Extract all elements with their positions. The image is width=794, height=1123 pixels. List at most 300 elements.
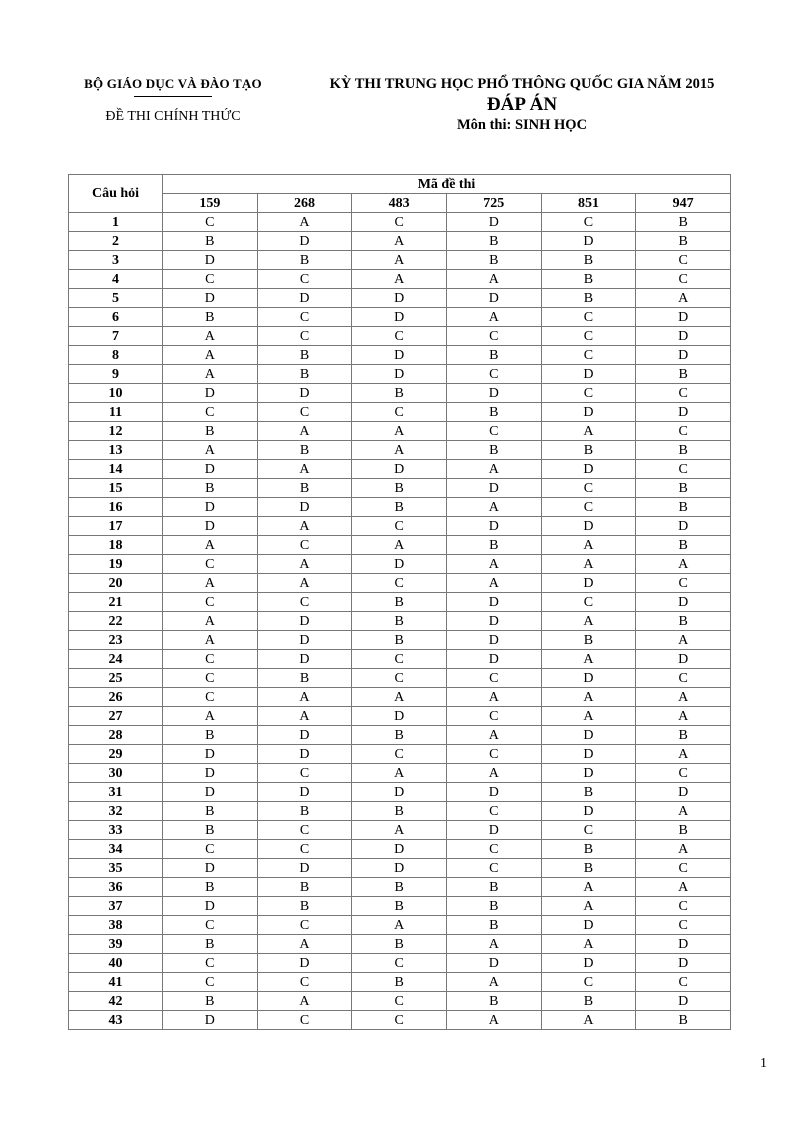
answer-cell: A <box>446 726 541 745</box>
answer-cell: D <box>163 745 258 764</box>
answer-cell: C <box>636 764 731 783</box>
answer-cell: D <box>541 574 636 593</box>
question-number: 13 <box>69 441 163 460</box>
official-exam-label: ĐỀ THI CHÍNH THỨC <box>105 109 241 124</box>
answer-cell: B <box>352 935 447 954</box>
answer-cell: D <box>636 517 731 536</box>
answer-cell: C <box>352 669 447 688</box>
answer-cell: B <box>446 916 541 935</box>
answer-cell: B <box>541 441 636 460</box>
answer-cell: C <box>446 859 541 878</box>
issuer-block <box>68 76 278 125</box>
answer-cell: B <box>257 251 352 270</box>
subject-label: Môn thi: SINH HỌC <box>456 117 588 133</box>
answer-cell: B <box>446 878 541 897</box>
answer-cell: A <box>636 802 731 821</box>
answer-cell: A <box>257 517 352 536</box>
answer-cell: A <box>541 1011 636 1030</box>
exam-title: KỲ THI TRUNG HỌC PHỔ THÔNG QUỐC GIA NĂM 2015 <box>329 76 715 92</box>
answer-cell: C <box>541 479 636 498</box>
question-number: 12 <box>69 422 163 441</box>
answer-cell: B <box>636 821 731 840</box>
answer-cell: D <box>541 365 636 384</box>
answer-cell: D <box>352 308 447 327</box>
table-row <box>69 555 731 574</box>
answer-cell: D <box>257 954 352 973</box>
answer-cell: A <box>446 555 541 574</box>
answer-cell: C <box>163 916 258 935</box>
answer-cell: C <box>636 422 731 441</box>
question-number: 27 <box>69 707 163 726</box>
answer-cell: D <box>541 232 636 251</box>
answer-cell: A <box>446 460 541 479</box>
table-row <box>69 878 731 897</box>
answer-cell: A <box>163 574 258 593</box>
answer-cell: B <box>352 498 447 517</box>
answer-cell: A <box>541 707 636 726</box>
answer-cell: D <box>446 384 541 403</box>
answer-cell: A <box>352 251 447 270</box>
answer-cell: D <box>257 289 352 308</box>
answer-cell: A <box>541 422 636 441</box>
answer-cell: D <box>257 726 352 745</box>
table-row <box>69 498 731 517</box>
question-number: 3 <box>69 251 163 270</box>
answer-cell: B <box>636 726 731 745</box>
answer-cell: B <box>257 802 352 821</box>
answer-cell: B <box>352 973 447 992</box>
answer-cell: A <box>636 289 731 308</box>
answer-cell: A <box>541 612 636 631</box>
table-row <box>69 289 731 308</box>
answer-cell: C <box>541 384 636 403</box>
answer-cell: C <box>636 669 731 688</box>
answer-cell: C <box>446 327 541 346</box>
question-number: 24 <box>69 650 163 669</box>
answer-cell: B <box>446 992 541 1011</box>
answer-cell: D <box>352 859 447 878</box>
question-number: 23 <box>69 631 163 650</box>
table-row <box>69 631 731 650</box>
table-row <box>69 441 731 460</box>
answer-cell: D <box>163 764 258 783</box>
question-number: 42 <box>69 992 163 1011</box>
answer-cell: C <box>636 897 731 916</box>
answer-cell: A <box>541 536 636 555</box>
answer-cell: A <box>541 935 636 954</box>
answer-cell: B <box>541 251 636 270</box>
exam-code-268: 268 <box>257 194 352 213</box>
answer-cell: B <box>352 631 447 650</box>
answer-cell: D <box>257 232 352 251</box>
question-number: 31 <box>69 783 163 802</box>
answer-cell: B <box>352 726 447 745</box>
answer-cell: D <box>636 593 731 612</box>
answer-cell: A <box>541 650 636 669</box>
answer-cell: A <box>636 631 731 650</box>
answer-cell: A <box>163 536 258 555</box>
answer-cell: D <box>352 346 447 365</box>
answer-cell: A <box>352 688 447 707</box>
question-number: 22 <box>69 612 163 631</box>
question-number: 34 <box>69 840 163 859</box>
answer-cell: D <box>541 517 636 536</box>
question-number: 41 <box>69 973 163 992</box>
answer-cell: D <box>636 954 731 973</box>
table-row <box>69 612 731 631</box>
answer-cell: B <box>541 631 636 650</box>
answer-cell: B <box>352 897 447 916</box>
table-row <box>69 308 731 327</box>
answer-cell: A <box>352 536 447 555</box>
answer-cell: D <box>446 612 541 631</box>
answer-cell: C <box>636 574 731 593</box>
answer-cell: A <box>446 574 541 593</box>
answer-cell: B <box>352 802 447 821</box>
answer-cell: A <box>541 878 636 897</box>
answer-cell: C <box>446 802 541 821</box>
answer-cell: B <box>257 479 352 498</box>
question-number: 2 <box>69 232 163 251</box>
answer-cell: B <box>446 403 541 422</box>
answer-cell: B <box>163 802 258 821</box>
answer-cell: C <box>352 213 447 232</box>
answer-cell: B <box>636 612 731 631</box>
answer-cell: D <box>446 479 541 498</box>
answer-cell: B <box>352 612 447 631</box>
answer-cell: A <box>446 973 541 992</box>
answer-cell: D <box>636 403 731 422</box>
answer-cell: A <box>636 688 731 707</box>
answer-cell: B <box>163 821 258 840</box>
question-number: 43 <box>69 1011 163 1030</box>
table-row <box>69 821 731 840</box>
question-number: 17 <box>69 517 163 536</box>
answer-cell: A <box>352 422 447 441</box>
answer-cell: C <box>257 821 352 840</box>
question-number: 26 <box>69 688 163 707</box>
answer-cell: C <box>352 954 447 973</box>
exam-code-483: 483 <box>352 194 447 213</box>
answer-cell: A <box>541 688 636 707</box>
answer-cell: C <box>163 403 258 422</box>
answer-cell: B <box>541 289 636 308</box>
answer-cell: C <box>352 574 447 593</box>
table-row <box>69 973 731 992</box>
answer-cell: A <box>446 688 541 707</box>
question-number: 9 <box>69 365 163 384</box>
answer-rows <box>69 213 731 1030</box>
table-row <box>69 859 731 878</box>
table-row <box>69 479 731 498</box>
table-row <box>69 460 731 479</box>
answer-cell: D <box>352 840 447 859</box>
question-number: 25 <box>69 669 163 688</box>
question-number: 21 <box>69 593 163 612</box>
answer-cell: C <box>257 593 352 612</box>
answer-cell: B <box>636 479 731 498</box>
answer-cell: A <box>352 441 447 460</box>
answer-cell: C <box>257 973 352 992</box>
answer-cell: C <box>352 745 447 764</box>
answer-cell: B <box>257 897 352 916</box>
answer-cell: A <box>352 916 447 935</box>
answer-cell: D <box>636 783 731 802</box>
answer-cell: B <box>636 365 731 384</box>
answer-cell: C <box>352 403 447 422</box>
table-row <box>69 517 731 536</box>
answer-cell: C <box>446 365 541 384</box>
answer-cell: A <box>257 688 352 707</box>
table-row <box>69 916 731 935</box>
table-row <box>69 897 731 916</box>
table-row <box>69 764 731 783</box>
answer-cell: D <box>446 821 541 840</box>
table-row <box>69 422 731 441</box>
answer-cell: C <box>541 346 636 365</box>
answer-cell: C <box>636 251 731 270</box>
answer-cell: A <box>257 992 352 1011</box>
answer-cell: D <box>541 916 636 935</box>
table-row <box>69 935 731 954</box>
answer-cell: A <box>257 935 352 954</box>
answer-cell: B <box>257 346 352 365</box>
question-number: 19 <box>69 555 163 574</box>
answer-cell: A <box>163 346 258 365</box>
table-row <box>69 593 731 612</box>
answer-cell: B <box>163 935 258 954</box>
question-number: 33 <box>69 821 163 840</box>
answer-cell: D <box>352 555 447 574</box>
answer-cell: B <box>163 878 258 897</box>
answer-cell: C <box>257 916 352 935</box>
answer-cell: A <box>163 441 258 460</box>
page-number: 1 <box>760 1056 767 1071</box>
table-row <box>69 574 731 593</box>
answer-cell: D <box>163 251 258 270</box>
answer-cell: D <box>352 460 447 479</box>
answer-cell: B <box>163 308 258 327</box>
answer-cell: A <box>446 935 541 954</box>
answer-cell: D <box>257 498 352 517</box>
answer-cell: B <box>257 669 352 688</box>
answer-cell: D <box>352 707 447 726</box>
answer-cell: B <box>541 859 636 878</box>
answer-cell: C <box>257 308 352 327</box>
answer-cell: A <box>352 764 447 783</box>
answer-cell: D <box>541 403 636 422</box>
answer-cell: D <box>446 213 541 232</box>
answer-cell: D <box>352 365 447 384</box>
question-number: 8 <box>69 346 163 365</box>
question-number: 15 <box>69 479 163 498</box>
answer-cell: D <box>446 289 541 308</box>
answer-cell: D <box>541 954 636 973</box>
answer-cell: D <box>257 745 352 764</box>
answer-cell: B <box>446 251 541 270</box>
answer-cell: A <box>636 707 731 726</box>
answer-cell: D <box>163 289 258 308</box>
answer-cell: C <box>257 840 352 859</box>
answer-cell: A <box>636 840 731 859</box>
answer-cell: C <box>257 270 352 289</box>
question-number: 18 <box>69 536 163 555</box>
answer-cell: D <box>636 308 731 327</box>
table-row <box>69 213 731 232</box>
question-number: 39 <box>69 935 163 954</box>
answer-cell: D <box>257 612 352 631</box>
answer-cell: B <box>352 878 447 897</box>
answer-cell: A <box>541 897 636 916</box>
answer-cell: A <box>636 745 731 764</box>
answer-cell: A <box>163 707 258 726</box>
question-number: 5 <box>69 289 163 308</box>
answer-cell: C <box>257 403 352 422</box>
table-row <box>69 726 731 745</box>
answer-cell: C <box>257 764 352 783</box>
exam-code-947: 947 <box>636 194 731 213</box>
answer-cell: B <box>352 479 447 498</box>
answer-cell: B <box>636 441 731 460</box>
table-row <box>69 840 731 859</box>
answer-cell: C <box>541 308 636 327</box>
answer-cell: C <box>163 593 258 612</box>
answer-cell: A <box>636 878 731 897</box>
answer-cell: B <box>541 783 636 802</box>
answer-cell: B <box>257 365 352 384</box>
divider-line <box>134 96 212 97</box>
answer-cell: A <box>163 612 258 631</box>
ministry-name: BỘ GIÁO DỤC VÀ ĐÀO TẠO <box>84 76 262 91</box>
answer-cell: D <box>541 460 636 479</box>
table-row <box>69 232 731 251</box>
question-number: 29 <box>69 745 163 764</box>
table-row <box>69 365 731 384</box>
table-row <box>69 954 731 973</box>
table-row <box>69 251 731 270</box>
answer-cell: D <box>257 384 352 403</box>
answer-cell: A <box>541 555 636 574</box>
question-number: 28 <box>69 726 163 745</box>
answer-key-title: ĐÁP ÁN <box>486 94 558 115</box>
answer-cell: A <box>257 555 352 574</box>
answer-cell: B <box>636 536 731 555</box>
question-number: 37 <box>69 897 163 916</box>
question-number: 35 <box>69 859 163 878</box>
question-number: 10 <box>69 384 163 403</box>
answer-cell: B <box>352 384 447 403</box>
answer-cell: C <box>446 745 541 764</box>
answer-cell: B <box>163 992 258 1011</box>
table-header-row <box>69 175 731 194</box>
question-number: 30 <box>69 764 163 783</box>
answer-cell: C <box>352 517 447 536</box>
answer-cell: B <box>541 840 636 859</box>
answer-cell: B <box>446 441 541 460</box>
answer-cell: C <box>636 384 731 403</box>
answer-cell: D <box>352 289 447 308</box>
answer-cell: D <box>636 935 731 954</box>
exam-code-row <box>69 194 731 213</box>
table-row <box>69 327 731 346</box>
answer-cell: B <box>257 878 352 897</box>
answer-cell: C <box>541 498 636 517</box>
table-row <box>69 992 731 1011</box>
answer-cell: A <box>636 555 731 574</box>
table-row <box>69 802 731 821</box>
answer-cell: C <box>352 650 447 669</box>
answer-cell: D <box>163 517 258 536</box>
exam-code-159: 159 <box>163 194 258 213</box>
answer-cell: D <box>446 517 541 536</box>
answer-cell: C <box>541 593 636 612</box>
answer-cell: B <box>163 479 258 498</box>
answer-cell: B <box>636 232 731 251</box>
answer-cell: B <box>446 536 541 555</box>
answer-cell: B <box>163 726 258 745</box>
question-column-header: Câu hỏi <box>69 175 163 213</box>
answer-cell: A <box>446 270 541 289</box>
answer-cell: C <box>163 270 258 289</box>
answer-cell: D <box>257 650 352 669</box>
question-number: 7 <box>69 327 163 346</box>
answer-cell: A <box>257 707 352 726</box>
answer-cell: D <box>541 802 636 821</box>
answer-cell: A <box>446 498 541 517</box>
answer-cell: C <box>636 460 731 479</box>
answer-cell: C <box>352 1011 447 1030</box>
answer-cell: B <box>257 441 352 460</box>
answer-cell: B <box>163 422 258 441</box>
answer-cell: D <box>257 859 352 878</box>
table-row <box>69 745 731 764</box>
answer-cell: D <box>446 783 541 802</box>
answer-cell: C <box>541 973 636 992</box>
question-number: 11 <box>69 403 163 422</box>
answer-cell: A <box>352 821 447 840</box>
answer-cell: A <box>257 574 352 593</box>
table-row <box>69 650 731 669</box>
question-number: 36 <box>69 878 163 897</box>
answer-cell: C <box>541 327 636 346</box>
answer-cell: A <box>352 232 447 251</box>
answer-key-table <box>68 174 731 1030</box>
answer-cell: A <box>446 764 541 783</box>
question-number: 38 <box>69 916 163 935</box>
answer-cell: D <box>163 859 258 878</box>
answer-cell: C <box>636 859 731 878</box>
answer-cell: C <box>352 992 447 1011</box>
answer-cell: B <box>541 992 636 1011</box>
answer-cell: B <box>352 593 447 612</box>
table-row <box>69 783 731 802</box>
answer-cell: D <box>257 631 352 650</box>
answer-cell: A <box>352 270 447 289</box>
answer-cell: D <box>541 764 636 783</box>
table-row <box>69 270 731 289</box>
table-row <box>69 1011 731 1030</box>
answer-cell: C <box>163 213 258 232</box>
answer-cell: B <box>446 232 541 251</box>
question-number: 6 <box>69 308 163 327</box>
answer-cell: D <box>446 593 541 612</box>
question-number: 40 <box>69 954 163 973</box>
answer-cell: B <box>636 213 731 232</box>
question-number: 4 <box>69 270 163 289</box>
answer-cell: B <box>636 1011 731 1030</box>
answer-cell: A <box>446 1011 541 1030</box>
answer-cell: D <box>446 650 541 669</box>
